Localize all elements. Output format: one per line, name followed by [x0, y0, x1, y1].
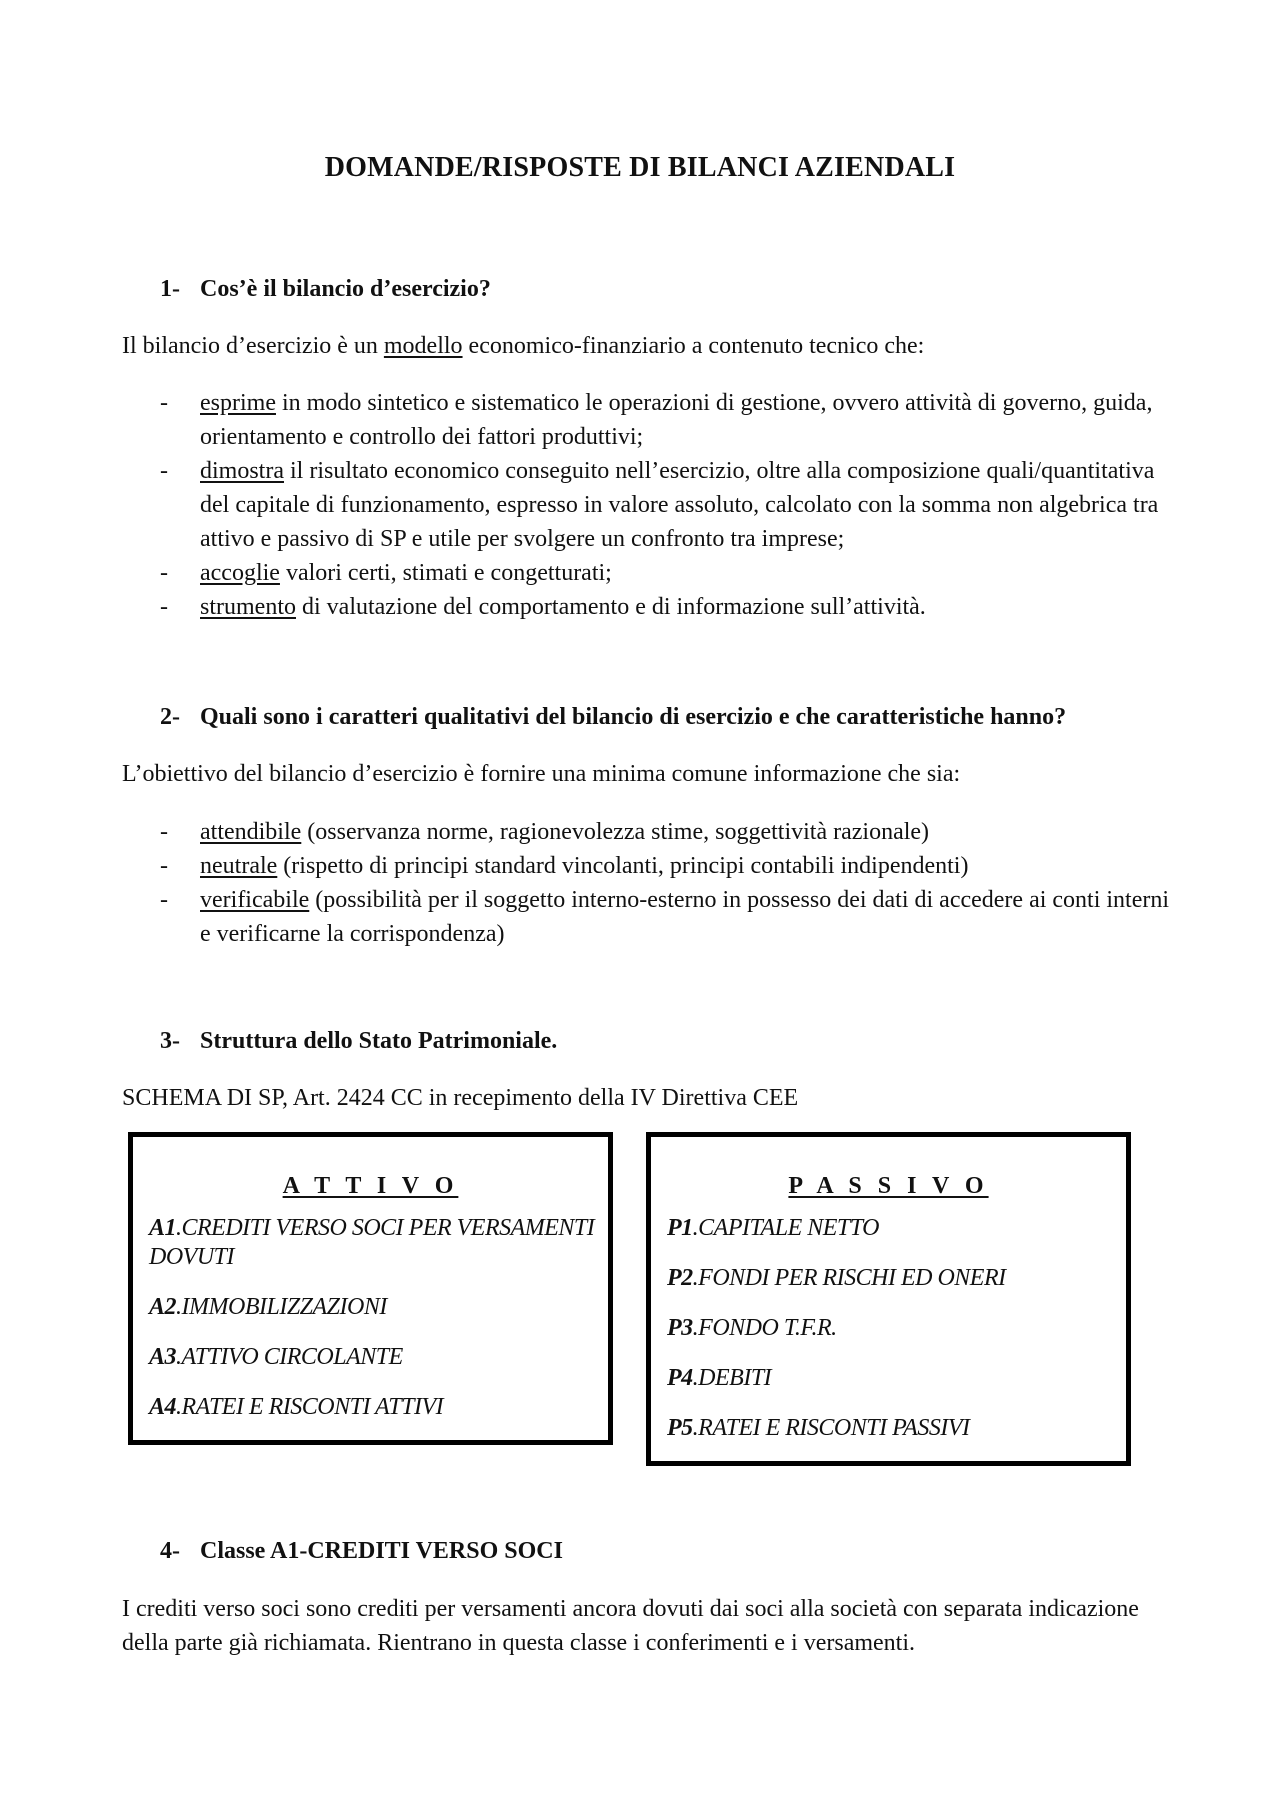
question-3-intro: SCHEMA DI SP, Art. 2424 CC in recepimento della IV Direttiva CEE [122, 1085, 799, 1111]
passivo-title: P A S S I V O [788, 1173, 989, 1199]
intro-keyword: modello [383, 333, 463, 359]
question-2-intro: L’obiettivo del bilancio d’esercizio è fornire una minima comune informazione che sia: [122, 761, 961, 787]
item-text: in modo sintetico e sistematico le operazioni di gestione, ovvero attività di governo, guida, orientamento e controllo dei fattori produttivi; [200, 390, 1153, 450]
item-keyword: attendibile [200, 819, 302, 845]
question-2-list [122, 815, 1182, 951]
question-1-heading [160, 276, 491, 303]
question-4-heading [160, 1538, 563, 1565]
question-1-intro [122, 329, 1182, 363]
question-number: 2- [160, 704, 180, 730]
passivo-entry: P2.FONDI PER RISCHI ED ONERI [667, 1265, 1006, 1291]
question-2-heading [160, 704, 1066, 731]
question-text: Struttura dello Stato Patrimoniale. [200, 1028, 558, 1054]
question-number: 1- [160, 276, 180, 302]
list-item: - neutrale (rispetto di principi standard vincolanti, principi contabili indipendenti) [160, 853, 969, 879]
list-item: - verificabile (possibilità per il soggetto interno-esterno in possesso dei dati di accedere ai conti interni e verificarne la corrispondenza) [160, 887, 1170, 947]
question-number: 4- [160, 1538, 180, 1564]
attivo-box [128, 1132, 613, 1445]
item-keyword: accoglie [200, 560, 280, 586]
list-item: - dimostra il risultato economico conseguito nell’esercizio, oltre alla composizione quali/quantitativa del capitale di funzionamento, espresso in valore assoluto, calcolato con la somma non algebrica tra attivo e passivo di SP e utile per svolgere un confronto tra imprese; [160, 458, 1159, 552]
list-item: - strumento di valutazione del comportamento e di informazione sull’attività. [160, 594, 926, 620]
item-keyword: neutrale [200, 853, 278, 879]
attivo-entry: A2.IMMOBILIZZAZIONI [149, 1294, 387, 1320]
attivo-title: A T T I V O [282, 1173, 459, 1199]
list-item: - esprime in modo sintetico e sistematico le operazioni di gestione, ovvero attività di governo, guida, orientamento e controllo dei fattori produttivi; [160, 390, 1153, 450]
item-keyword: dimostra [200, 458, 284, 484]
list-item: - accoglie valori certi, stimati e congetturati; [160, 560, 612, 586]
item-text: (osservanza norme, ragionevolezza stime, soggettività razionale) [301, 819, 930, 845]
intro-text: Il bilancio d’esercizio è un [122, 333, 384, 359]
page-title: DOMANDE/RISPOSTE DI BILANCI AZIENDALI [324, 152, 956, 183]
passivo-entry: P3.FONDO T.F.R. [667, 1315, 837, 1341]
passivo-entry: P1.CAPITALE NETTO [667, 1215, 879, 1241]
item-keyword: strumento [200, 594, 296, 620]
item-text: valori certi, stimati e congetturati; [279, 560, 612, 586]
attivo-entry: A3.ATTIVO CIRCOLANTE [149, 1344, 403, 1370]
question-1-list [122, 386, 1182, 624]
passivo-entry: P5.RATEI E RISCONTI PASSIVI [667, 1415, 970, 1441]
item-text: (possibilità per il soggetto interno-esterno in possesso dei dati di accedere ai conti interni e verificarne la corrispondenza) [200, 887, 1170, 947]
list-item: - attendibile (osservanza norme, ragionevolezza stime, soggettività razionale) [160, 819, 930, 845]
item-keyword: verificabile [200, 887, 310, 913]
question-3-heading [160, 1028, 557, 1055]
attivo-entry: A4.RATEI E RISCONTI ATTIVI [149, 1394, 444, 1420]
item-keyword: esprime [200, 390, 276, 416]
passivo-entry: P4.DEBITI [667, 1365, 772, 1391]
question-text: Quali sono i caratteri qualitativi del bilancio di esercizio e che caratteristiche hanno? [200, 704, 1067, 730]
question-4-text: I crediti verso soci sono crediti per versamenti ancora dovuti dai soci alla società con separata indicazione della parte già richiamata. Rientrano in questa classe i conferimenti e i versamenti. [122, 1596, 1139, 1656]
question-text: Classe A1-CREDITI VERSO SOCI [200, 1538, 563, 1564]
question-text: Cos’è il bilancio d’esercizio? [200, 276, 491, 302]
item-text: (rispetto di principi standard vincolanti, principi contabili indipendenti) [277, 853, 969, 879]
item-text: il risultato economico conseguito nell’esercizio, oltre alla composizione quali/quantitativa del capitale di funzionamento, espresso in valore assoluto, calcolato con la somma non algebrica tra attivo e passivo di SP e utile per svolgere un confronto tra imprese; [200, 458, 1159, 552]
intro-text: economico-finanziario a contenuto tecnico che: [462, 333, 925, 359]
passivo-box [646, 1132, 1131, 1466]
attivo-entry: A1.CREDITI VERSO SOCI PER VERSAMENTI DOVUTI [149, 1215, 595, 1270]
item-text: di valutazione del comportamento e di informazione sull’attività. [296, 594, 926, 620]
question-number: 3- [160, 1028, 180, 1054]
